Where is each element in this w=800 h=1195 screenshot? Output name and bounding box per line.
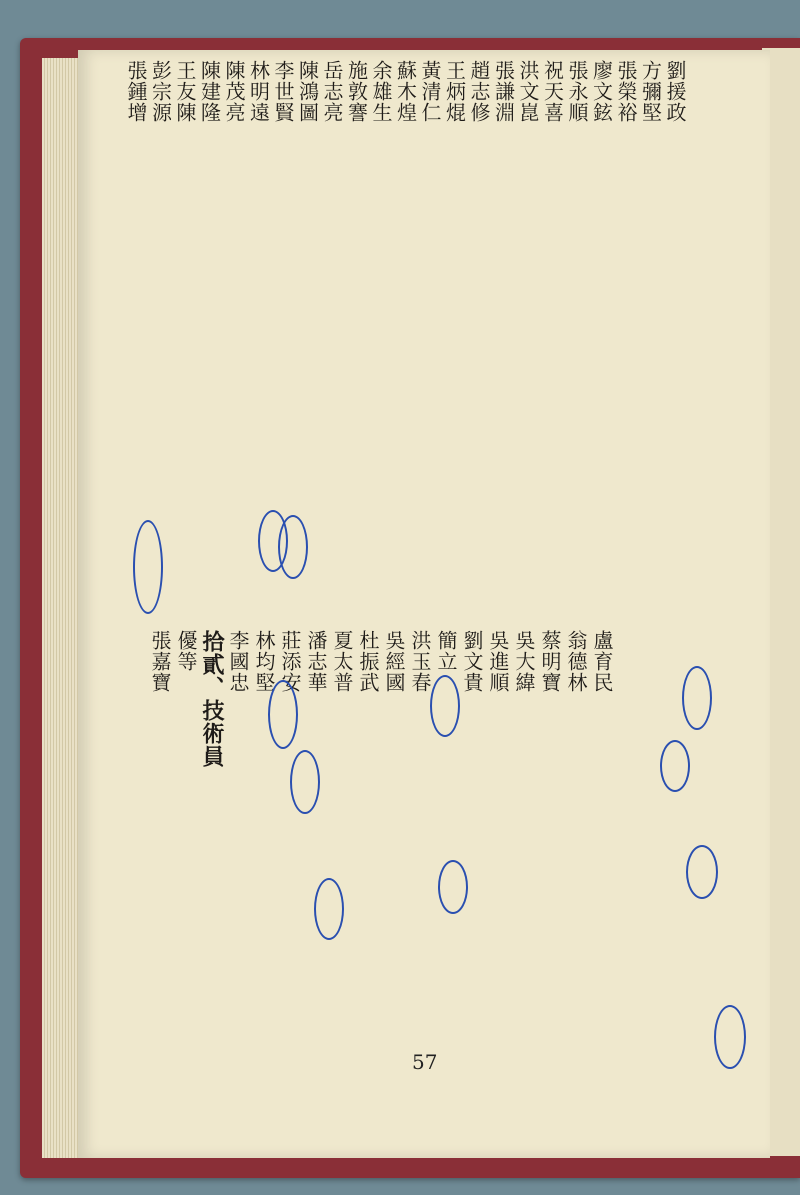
name-column: 洪文崑 [516, 60, 540, 123]
name-column: 拾貳、技術員 [199, 630, 225, 768]
ink-circle [438, 860, 468, 914]
name-column: 林均堅 [252, 630, 276, 693]
name-column: 趙志修 [467, 60, 491, 123]
name-column: 張永順 [565, 60, 589, 123]
name-column: 王友陳 [173, 60, 197, 123]
ink-circle [686, 845, 718, 899]
name-column: 吳經國 [382, 630, 406, 693]
ink-circle [660, 740, 690, 792]
name-column: 廖文鉉 [589, 60, 614, 123]
ink-circle [430, 675, 460, 737]
name-column: 蘇木煌 [393, 60, 418, 123]
name-column: 黃清仁 [418, 60, 442, 123]
ink-circle [682, 666, 712, 730]
name-column: 莊添安 [278, 630, 302, 693]
name-column: 夏太普 [330, 630, 354, 693]
name-column: 翁德林 [564, 630, 588, 693]
ink-circle [314, 878, 344, 940]
name-column: 張榮裕 [614, 60, 638, 123]
name-column: 劉援政 [663, 60, 687, 123]
name-column: 洪玉春 [408, 630, 432, 693]
name-column: 陳鴻圖 [295, 60, 320, 123]
name-column: 張謙淵 [491, 60, 516, 123]
name-column: 祝天喜 [540, 60, 565, 123]
name-column: 李世賢 [271, 60, 295, 123]
ink-circle [268, 680, 298, 749]
name-column: 杜振武 [356, 630, 380, 693]
name-column: 蔡明寶 [538, 630, 562, 693]
ink-circle [714, 1005, 746, 1069]
name-column: 潘志華 [304, 630, 328, 693]
name-column: 岳志亮 [320, 60, 344, 123]
page-number: 57 [412, 1050, 438, 1074]
name-column: 張鍾增 [124, 60, 148, 123]
name-column: 吳大緯 [512, 630, 536, 693]
ink-circle [133, 520, 163, 614]
name-column: 張嘉寶 [148, 630, 172, 693]
name-column: 方彌堅 [638, 60, 663, 123]
name-column: 王炳焜 [442, 60, 467, 123]
document-page [78, 50, 770, 1158]
name-column: 彭宗源 [148, 60, 173, 123]
page-edges [42, 58, 82, 1158]
name-column: 優等 [174, 630, 198, 672]
ink-circle [278, 515, 308, 579]
name-column: 劉文貴 [460, 630, 484, 693]
name-column: 林明遠 [246, 60, 271, 123]
name-column: 盧育民 [590, 630, 614, 693]
name-column: 吳進順 [486, 630, 510, 693]
name-column: 李國忠 [226, 630, 250, 693]
name-column: 陳建隆 [197, 60, 222, 123]
ink-circle [290, 750, 320, 814]
name-column: 余雄生 [369, 60, 393, 123]
name-column: 施敦謇 [344, 60, 369, 123]
name-column: 簡立 [434, 630, 458, 672]
name-column: 陳茂亮 [222, 60, 246, 123]
